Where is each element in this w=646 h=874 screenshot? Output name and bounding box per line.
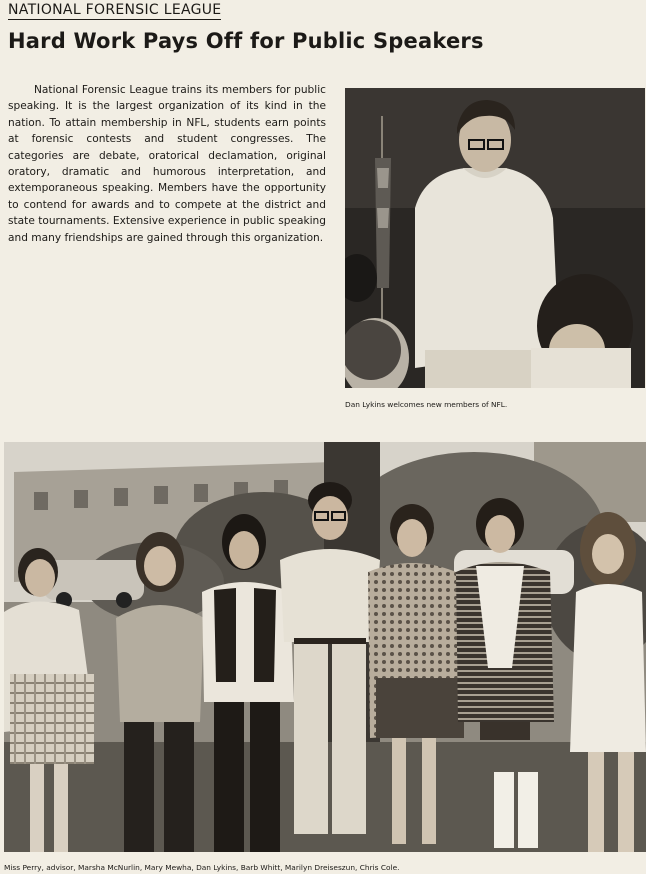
article-body: National Forensic League trains its members for public speaking. It is the largest organization of its kind in the nation. To attain membership in NFL, students earn points at forensic contests and student congresses. The categories are debate, oratorical declamation, original oratory, dramatic and humorous interpretation, and extemporaneous speaking. Members have the opportunity to contend for awards and to compete at the district and state tournaments. Extensive experience in public speaking and many friendships are gained through this organization.: [8, 84, 326, 244]
section-kicker: NATIONAL FORENSIC LEAGUE: [8, 2, 222, 18]
speaker-photo: [345, 88, 645, 388]
page-headline: Hard Work Pays Off for Public Speakers: [8, 29, 484, 53]
group-photo: [4, 442, 646, 852]
speaker-photo-caption: Dan Lykins welcomes new members of NFL.: [345, 400, 508, 409]
group-photo-caption: Miss Perry, advisor, Marsha McNurlin, Mary Mewha, Dan Lykins, Barb Whitt, Marilyn Dreiseszun, Chris Cole.: [4, 863, 400, 872]
